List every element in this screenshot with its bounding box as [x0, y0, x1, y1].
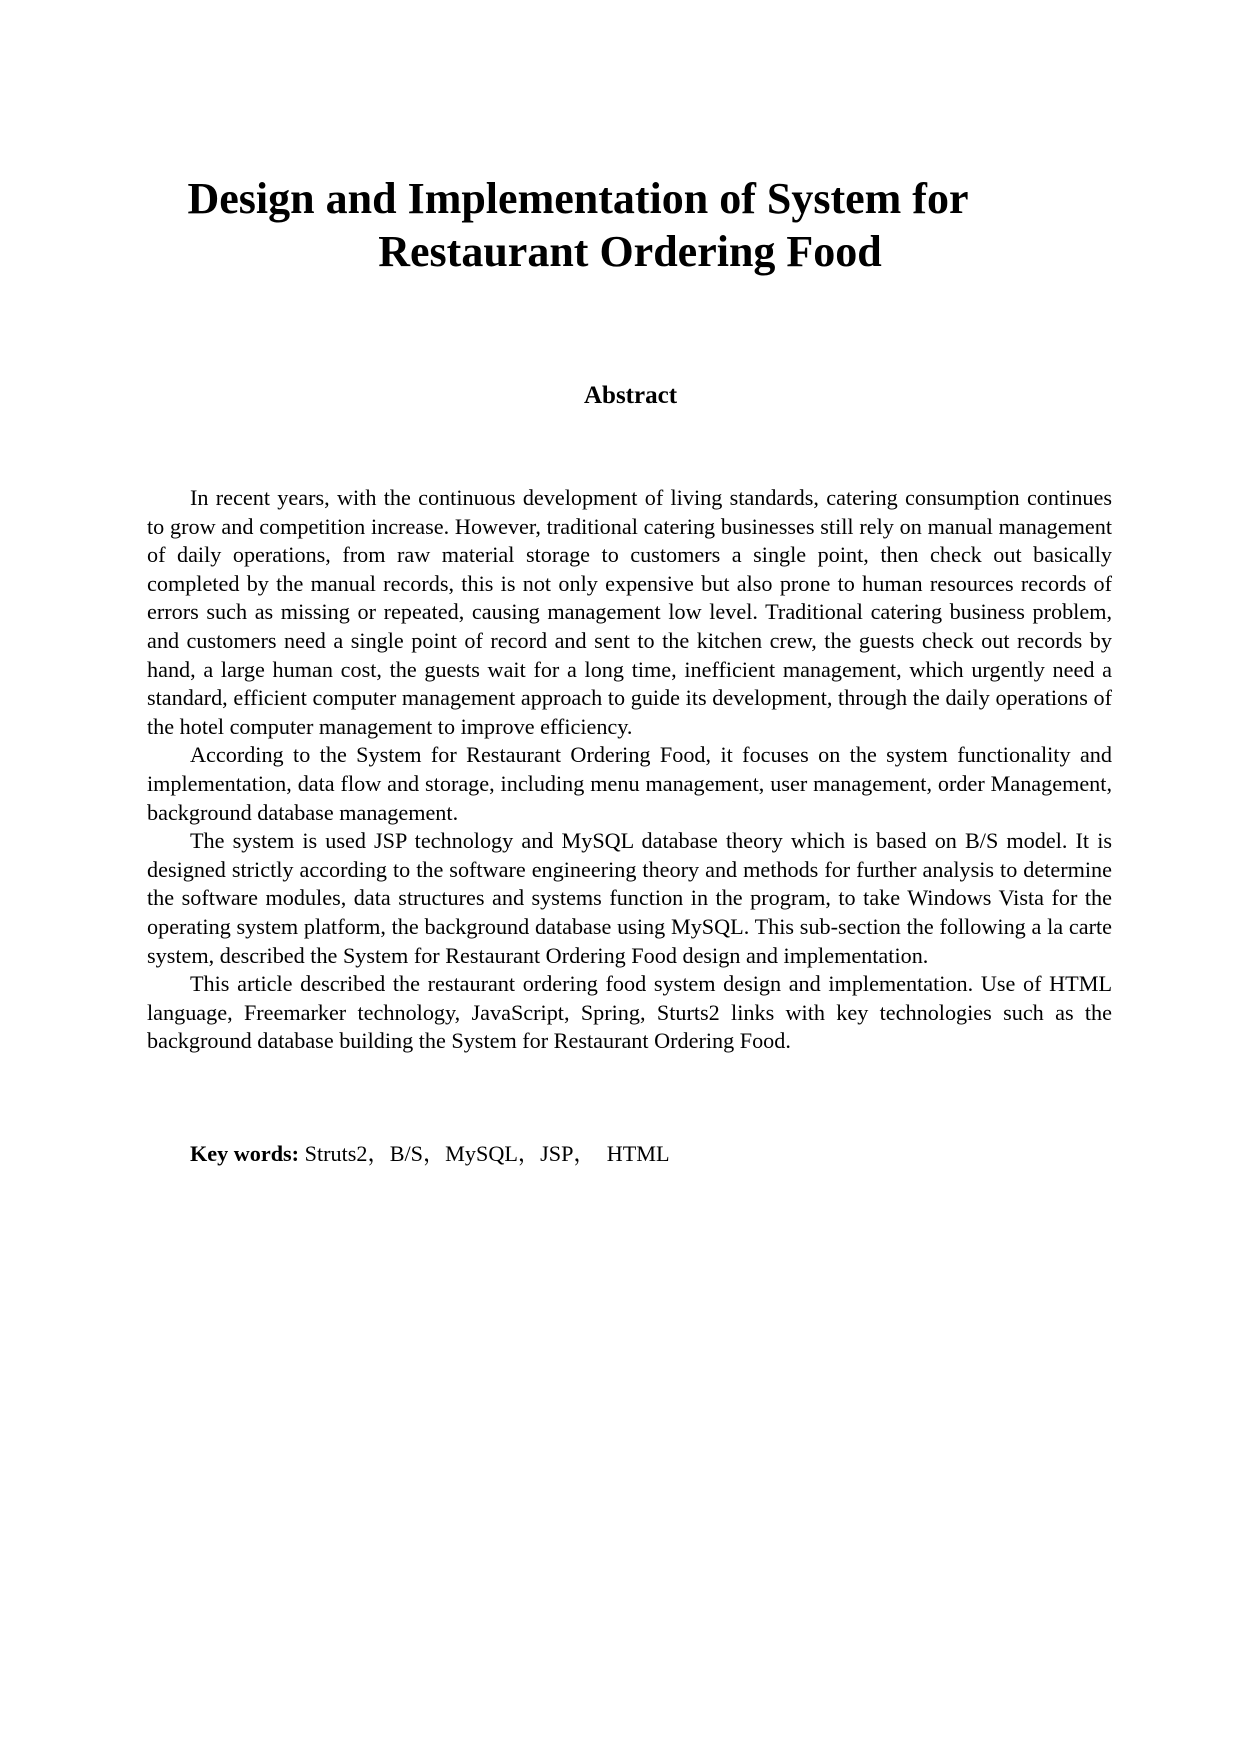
abstract-body	[147, 484, 1112, 1056]
paper-title-line-1: Design and Implementation of System for	[187, 174, 969, 223]
abstract-paragraph-2: According to the System for Restaurant Ordering Food, it focuses on the system functionality and implementation, data flow and storage, including menu management, user management, order Management, background database management.	[147, 742, 1112, 825]
keywords-line	[190, 1140, 670, 1168]
abstract-heading: Abstract	[583, 382, 678, 409]
abstract-paragraph-4: This article described the restaurant ordering food system design and implementation. Use of HTML language, Freemarker technology, JavaScript, Spring, Sturts2 links with key technologies such as the background database building the System for Restaurant Ordering Food.	[147, 971, 1112, 1054]
keywords-label: Key words:	[190, 1141, 300, 1166]
abstract-paragraph-1: In recent years, with the continuous development of living standards, catering consumption continues to grow and competition increase. However, traditional catering businesses still rely on manual management of daily operations, from raw material storage to customers a single point, then check out basically completed by the manual records, this is not only expensive but also prone to human resources records of errors such as missing or repeated, causing management low level. Traditional catering business problem, and customers need a single point of record and sent to the kitchen crew, the guests check out records by hand, a large human cost, the guests wait for a long time, inefficient management, which urgently need a standard, efficient computer management approach to guide its development, through the daily operations of the hotel computer management to improve efficiency.	[147, 485, 1112, 739]
paper-title-line-2: Restaurant Ordering Food	[378, 227, 882, 276]
paper-title	[140, 172, 1120, 278]
keywords-value: Struts2，B/S，MySQL，JSP， HTML	[299, 1141, 670, 1166]
abstract-paragraph-3: The system is used JSP technology and MySQL database theory which is based on B/S model. It is designed strictly according to the software engineering theory and methods for further analysis to determine the software modules, data structures and systems function in the program, to take Windows Vista for the operating system platform, the background database using MySQL. This sub-section the following a la carte system, described the System for Restaurant Ordering Food design and implementation.	[147, 828, 1112, 968]
